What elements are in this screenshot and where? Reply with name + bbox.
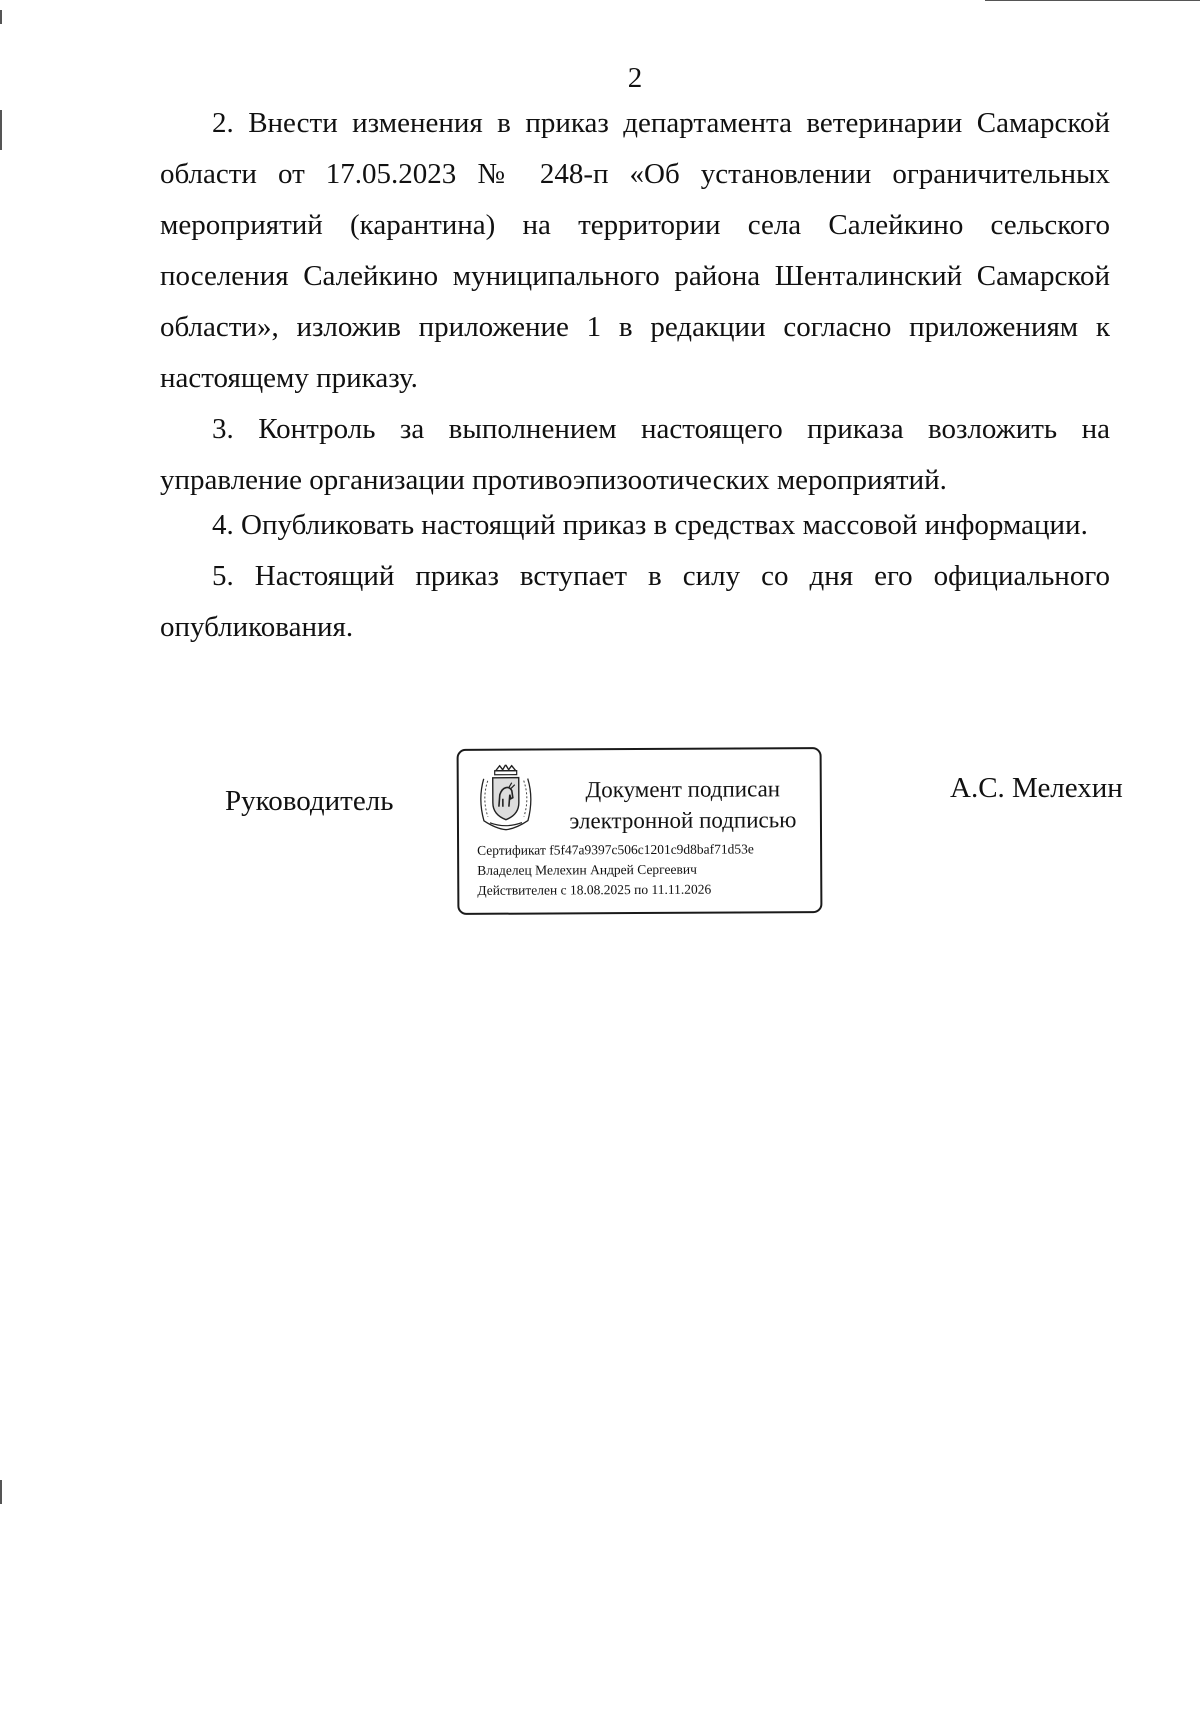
certificate-owner: Владелец Мелехин Андрей Сергеевич [477,861,697,878]
scan-edge-mark [0,10,2,24]
page-number: 2 [627,62,643,94]
scan-edge-mark [0,110,2,150]
scan-edge-mark [0,1480,2,1504]
scan-edge-mark [985,0,1200,1]
certificate-validity: Действителен с 18.08.2025 по 11.11.2026 [477,881,712,898]
stamp-details [477,839,754,900]
coat-of-arms-icon [476,765,536,831]
paragraph-2-amendment: 2. Внести изменения в приказ департамента ветеринарии Самарской области от 17.05.2023 № 248-п «Об установлении ограничительных мероприятий (карантина) на территории села Салейкино сельского поселения Салейкино муниципального района Шенталинский Самарской области», изложив приложение 1 в редакции согласно приложениям к настоящему приказу. [160,107,1110,394]
stamp-title: Документ подписан электронной подписью [569,776,797,834]
paragraph-5-effective: 5. Настоящий приказ вступает в силу со дня его официального опубликования. [160,560,1110,643]
paragraph-4-publish: 4. Опубликовать настоящий приказ в средствах массовой информации. [212,509,1088,541]
signer-position: Руководитель [225,785,394,817]
paragraph-3-control: 3. Контроль за выполнением настоящего приказа возложить на управление организации противоэпизоотических мероприятий. [160,413,1110,496]
certificate-number: Сертификат f5f47a9397c506c1201c9d8baf71d53e [477,841,754,858]
electronic-signature-stamp [457,747,823,915]
signer-name: А.С. Мелехин [950,772,1123,804]
